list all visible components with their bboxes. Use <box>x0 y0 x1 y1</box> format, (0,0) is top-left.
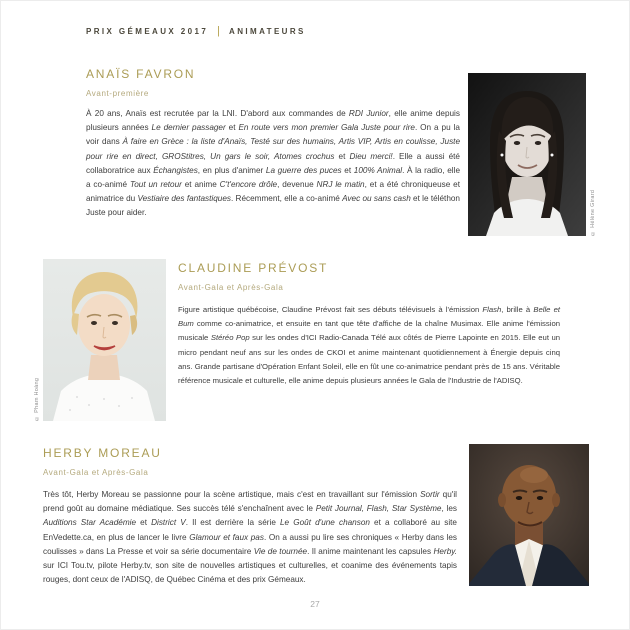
page-header <box>86 25 306 37</box>
profile-role-herby-moreau: Avant-Gala et Après-Gala <box>43 468 149 477</box>
header-separator: | <box>217 25 221 37</box>
profile-bio-anais-favron: À 20 ans, Anaïs est recrutée par la LNI. D'abord aux commandes de RDI Junior, elle anime depuis plusieurs années Le dernier passager et En route vers mon premier Gala Juste pour rire. On a pu la voir dans À faire en Grèce : la liste d'Anaïs, Testé sur des humains, Artis VIP, Artis en coulisse, Juste pour rire en direct, GROStitres, Un gars le soir, Atomes crochus et Dieu merci!. Elle a aussi été collaboratrice aux Échangistes, en plus d'animer La guerre des puces et 100% Animal. À la radio, elle a co-animé Tout un retour et anime C't'encore drôle, devenue NRJ le matin, et a été chroniqueuse et animatrice du Vestiaire des fantastiques. Récemment, elle a co-animé Avec ou sans cash et le téléthon Juste pour aider. <box>86 109 461 218</box>
photo-credit-claudine-prevost: © Pham Hoàng <box>34 377 40 421</box>
photo-credit-anais-favron: © Hélène Girard <box>590 189 596 236</box>
profile-name-claudine-prevost: CLAUDINE PRÉVOST <box>178 261 329 275</box>
profile-role-claudine-prevost: Avant-Gala et Après-Gala <box>178 283 284 292</box>
profile-name-herby-moreau: HERBY MOREAU <box>43 446 162 460</box>
header-section: ANIMATEURS <box>229 26 306 36</box>
profile-role-anais-favron: Avant-première <box>86 89 149 98</box>
portrait-photo-herby-moreau <box>469 444 589 586</box>
portrait-photo-claudine-prevost <box>43 259 166 421</box>
header-brand: PRIX GÉMEAUX 2017 <box>86 26 209 36</box>
profile-bio-claudine-prevost: Figure artistique québécoise, Claudine Prévost fait ses débuts télévisuels à l'émission Flash, brille à Belle et Bum comme co-animatrice, et ensuite en tant que tête d'affiche de la chaîne Musimax. Elle anime l'émission musicale Stéréo Pop sur les ondes d'ICI Radio-Canada Télé aux côtés de Pierre Lapointe en 2015. Elle eut un micro pendant neuf ans sur les ondes de CKOI et anime maintenant quotidiennement à Énergie depuis cinq ans. Grande partisane d'Opération Enfant Soleil, elle en fût une co-animatrice pendant près de 15 ans. Véritable référence musicale et culturelle, elle anime depuis plusieurs années le Gala de l'Industrie de l'ADISQ. <box>178 305 561 386</box>
profile-name-anais-favron: ANAÏS FAVRON <box>86 67 196 81</box>
page-number: 27 <box>310 599 320 609</box>
portrait-photo-anais-favron <box>468 73 586 236</box>
profile-bio-herby-moreau: Très tôt, Herby Moreau se passionne pour la scène artistique, mais c'est en travaillant sur l'émission Sortir qu'il prend goût au domaine médiatique. Ses succès télé s'enchaînent avec le Petit Journal, Flash, Star Système, les Auditions Star Académie et District V. Il est derrière la série Le Goût d'une chanson et a collaboré au site EnVedette.ca, en plus de lancer le livre Glamour et faux pas. On a aussi pu lire ses chroniques « Herby dans les coulisses » dans La Presse et voir sa série documentaire Vie de tournée. Il anime maintenant les capsules Herby. sur ICI Tou.tv, pilote Herby.tv, son site de nouvelles artistiques et culturelles, et coanime des événements tapis rouges, dont ceux de l'ADISQ, de Québec Cinéma et des prix Gémeaux. <box>43 490 458 585</box>
